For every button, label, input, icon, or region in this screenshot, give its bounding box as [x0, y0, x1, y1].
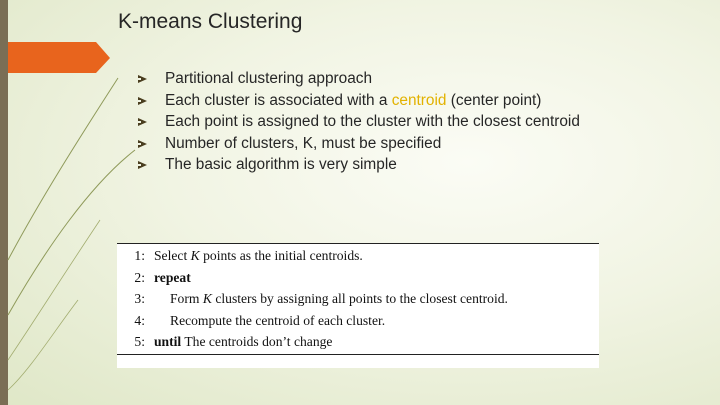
bullet-item: Each cluster is associated with a centroid (center point)	[138, 90, 580, 112]
orange-arrow-icon	[8, 42, 110, 73]
algorithm-box: 1: Select K points as the initial centroids. 2: repeat 3: Form K clusters by assigning all points to the closest centroid. 4: Recompute the centroid of each cluster. 5: until The centroids don’t change	[117, 243, 599, 368]
bullet-item: Number of clusters, K, must be specified	[138, 133, 580, 155]
bottom-rule	[117, 354, 599, 355]
arrow-bullet-icon	[138, 140, 147, 148]
arrow-bullet-icon	[138, 118, 147, 126]
highlighted-term: centroid	[391, 91, 447, 109]
arrow-bullet-icon	[138, 161, 147, 169]
arrow-bullet-icon	[138, 97, 147, 105]
slide-title: K-means Clustering	[118, 10, 303, 33]
bullet-item: Partitional clustering approach	[138, 68, 580, 90]
bullet-item: Each point is assigned to the cluster with the closest centroid	[138, 111, 580, 133]
bullet-item: The basic algorithm is very simple	[138, 154, 580, 176]
bullet-list	[138, 68, 580, 176]
top-rule	[117, 243, 599, 244]
arrow-bullet-icon	[138, 75, 147, 83]
